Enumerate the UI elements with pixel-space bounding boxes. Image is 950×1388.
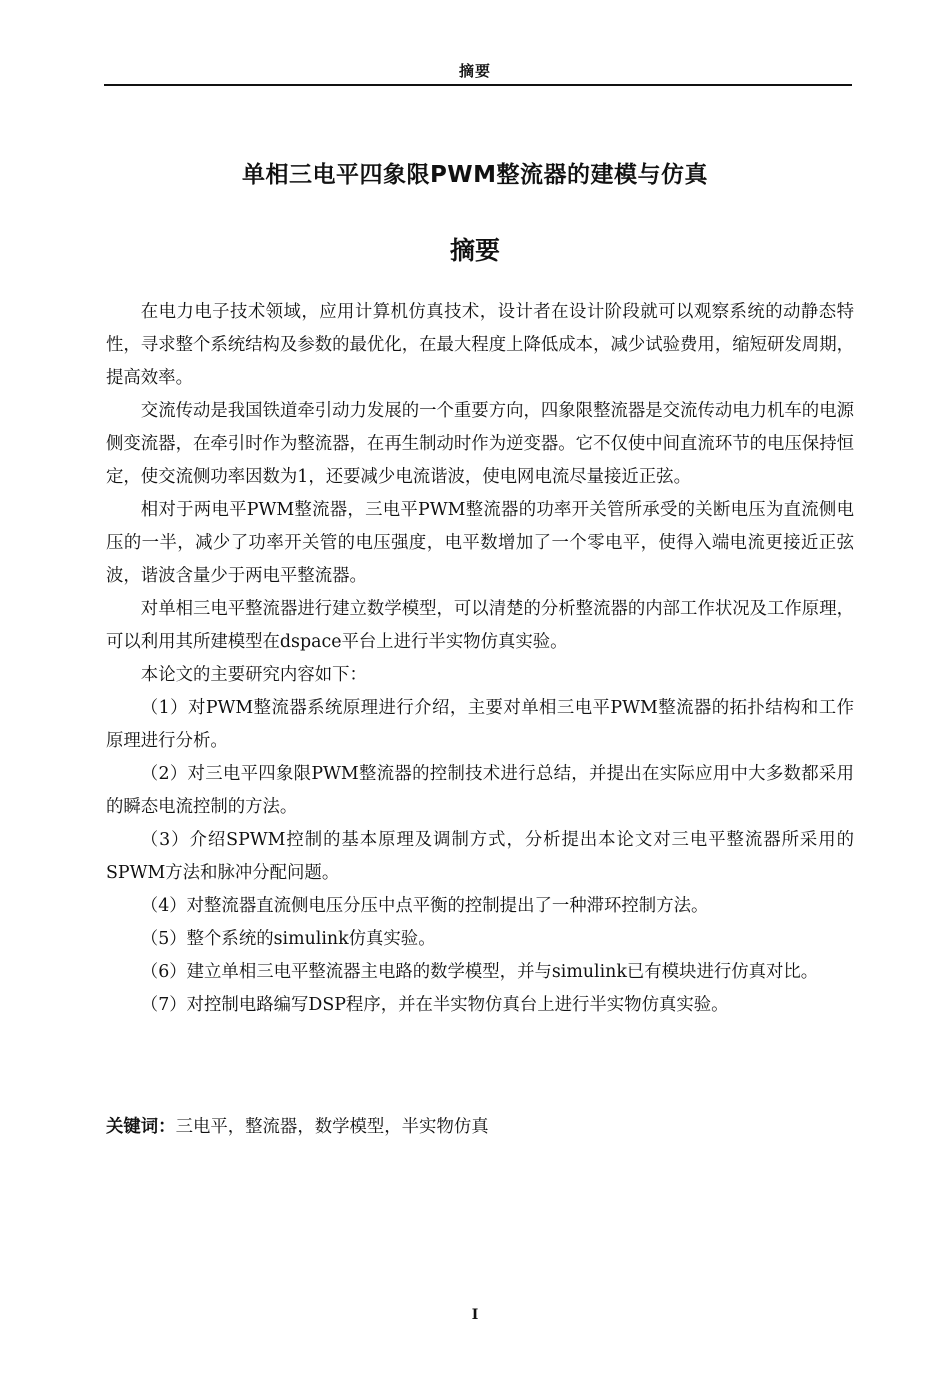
abstract-paragraph: 交流传动是我国铁道牵引动力发展的一个重要方向，四象限整流器是交流传动电力机车的电源侧变流器，在牵引时作为整流器，在再生制动时作为逆变器。它不仅使中间直流环节的电压保持恒定，使交流侧功率因数为1，还要减少电流谐波，使电网电流尽量接近正弦。 bbox=[106, 401, 854, 487]
abstract-paragraph: 相对于两电平PWM整流器，三电平PWM整流器的功率开关管所承受的关断电压为直流侧电压的一半，减少了功率开关管的电压强度，电平数增加了一个零电平，使得入端电流更接近正弦波，谐波含量少于两电平整流器。 bbox=[106, 500, 854, 586]
research-item: （2）对三电平四象限PWM整流器的控制技术进行总结，并提出在实际应用中大多数都采用的瞬态电流控制的方法。 bbox=[106, 764, 854, 817]
abstract-paragraph: 本论文的主要研究内容如下： bbox=[140, 665, 367, 685]
research-item: （5）整个系统的simulink仿真实验。 bbox=[140, 929, 436, 949]
abstract-heading: 摘要 bbox=[449, 236, 500, 265]
running-header: 摘要 bbox=[458, 62, 491, 80]
abstract-paragraph: 对单相三电平整流器进行建立数学模型，可以清楚的分析整流器的内部工作状况及工作原理，可以利用其所建模型在dspace平台上进行半实物仿真实验。 bbox=[106, 599, 854, 652]
document-title: 单相三电平四象限PWM整流器的建模与仿真 bbox=[241, 162, 709, 188]
page-number: I bbox=[471, 1307, 479, 1323]
research-item: （3）介绍SPWM控制的基本原理及调制方式，分析提出本论文对三电平整流器所采用的SPWM方法和脉冲分配问题。 bbox=[106, 830, 854, 883]
research-item: （4）对整流器直流侧电压分压中点平衡的控制提出了一种滞环控制方法。 bbox=[140, 896, 709, 916]
research-item: （1）对PWM整流器系统原理进行介绍，主要对单相三电平PWM整流器的拓扑结构和工作原理进行分析。 bbox=[106, 698, 854, 751]
keywords-label: 关键词： bbox=[106, 1117, 176, 1137]
research-item: （7）对控制电路编写DSP程序，并在半实物仿真台上进行半实物仿真实验。 bbox=[140, 995, 729, 1015]
keywords-line bbox=[106, 1111, 854, 1144]
abstract-body bbox=[106, 296, 854, 1022]
abstract-paragraph: 在电力电子技术领域，应用计算机仿真技术，设计者在设计阶段就可以观察系统的动静态特性，寻求整个系统结构及参数的最优化，在最大程度上降低成本，减少试验费用，缩短研发周期，提高效率。 bbox=[106, 302, 854, 388]
header-rule bbox=[104, 84, 852, 86]
research-item: （6）建立单相三电平整流器主电路的数学模型，并与simulink已有模块进行仿真对比。 bbox=[140, 962, 819, 982]
keywords-text: 三电平，整流器，数学模型，半实物仿真 bbox=[175, 1117, 489, 1137]
